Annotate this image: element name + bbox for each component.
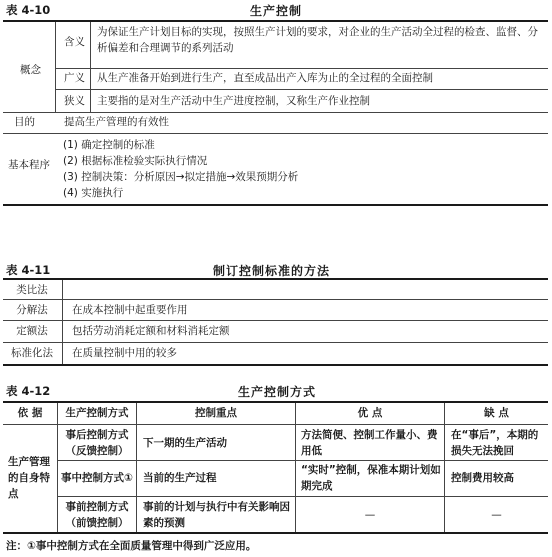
- divider: [62, 280, 63, 365]
- table-4-10-top-rule: [3, 20, 548, 22]
- divider: [3, 299, 548, 300]
- table-4-11-top-rule: [3, 278, 548, 280]
- cons-text: 控制费用较高: [451, 472, 514, 484]
- divider: [3, 112, 548, 113]
- divider: [57, 460, 548, 461]
- cons-text: 在“事后”，本期的损失无法挽回: [451, 429, 539, 457]
- method-subname: （反馈控制）: [65, 445, 129, 457]
- row-text-guangyi: 从生产准备开始到进行生产，直至成品出产入库为止的全过程的全面控制: [97, 72, 433, 84]
- table-4-10-title: 生产控制: [250, 4, 303, 18]
- header-cons: 缺 点: [484, 407, 509, 419]
- divider: [3, 133, 548, 134]
- basis-cell: 生产管理的自身特点: [8, 456, 50, 500]
- divider: [55, 89, 548, 90]
- goal-text: 提高生产管理的有效性: [64, 116, 169, 128]
- method-text: 在成本控制中起重要作用: [72, 304, 188, 316]
- divider: [3, 424, 548, 425]
- table-4-10-bottom-rule: [3, 204, 548, 206]
- method-name: 事后控制方式: [65, 429, 129, 441]
- table-4-12-title: 生产控制方式: [238, 385, 317, 399]
- method-name: 事前控制方式: [65, 501, 129, 513]
- row-label-guangyi: 广义: [64, 72, 85, 84]
- procedure-label: 基本程序: [8, 159, 50, 171]
- row-label-xiayi: 狭义: [64, 95, 85, 107]
- pros-text: —: [364, 509, 376, 521]
- method-label: 标准化法: [11, 347, 53, 359]
- header-basis: 依 据: [17, 407, 43, 419]
- table-4-12-bottom-rule: [3, 532, 548, 534]
- table-4-11-title: 制订控制标准的方法: [213, 264, 331, 278]
- method-label: 类比法: [16, 284, 48, 296]
- focus-text: 下一期的生产活动: [143, 437, 227, 449]
- table-4-11-bottom-rule: [3, 364, 548, 366]
- method-text: 包括劳动消耗定额和材料消耗定额: [72, 325, 230, 337]
- focus-text: 当前的生产过程: [143, 472, 217, 484]
- header-method: 生产控制方式: [65, 407, 129, 419]
- cons-text: —: [491, 509, 502, 521]
- divider: [3, 342, 548, 343]
- concept-label: 概念: [20, 64, 41, 76]
- procedure-item: (1) 确定控制的标准: [63, 139, 155, 151]
- pros-text: 方法简便、控制工作量小、费用低: [301, 429, 438, 457]
- header-pros: 优 点: [357, 407, 383, 419]
- procedure-item: (4) 实施执行: [63, 187, 124, 199]
- header-focus: 控制重点: [195, 407, 237, 419]
- method-name: 事中控制方式①: [61, 472, 133, 484]
- pros-text: “实时”控制，保准本期计划如期完成: [301, 464, 441, 492]
- divider: [3, 320, 548, 321]
- footnote: 注：①事中控制方式在全面质量管理中得到广泛应用。: [6, 540, 257, 552]
- divider: [55, 68, 548, 69]
- table-4-11-caption: 表 4-11: [6, 263, 51, 277]
- focus-text: 事前的计划与执行中有关影响因素的预测: [143, 501, 290, 529]
- row-text-xiayi: 主要指的是对生产活动中生产进度控制，又称生产作业控制: [97, 95, 370, 107]
- procedure-item: (2) 根据标准检验实际执行情况: [63, 155, 208, 167]
- procedure-item: (3) 控制决策：分析原因→拟定措施→效果预期分析: [63, 171, 299, 183]
- divider: [136, 403, 137, 533]
- row-label-hanyi: 含义: [64, 36, 85, 48]
- row-text-hanyi: 为保证生产计划目标的实现，按照生产计划的要求，对企业的生产活动全过程的检查、监督、分析偏差和合理调节的系列活动: [97, 26, 538, 54]
- method-label: 分解法: [16, 304, 48, 316]
- goal-label: 目的: [14, 116, 35, 128]
- method-subname: （前馈控制）: [65, 517, 129, 529]
- divider: [57, 496, 548, 497]
- method-text: 在质量控制中用的较多: [72, 347, 177, 359]
- table-4-10-caption: 表 4-10: [6, 3, 51, 17]
- table-4-12-caption: 表 4-12: [6, 384, 51, 398]
- table-4-12-top-rule: [3, 401, 548, 403]
- method-label: 定额法: [16, 325, 48, 337]
